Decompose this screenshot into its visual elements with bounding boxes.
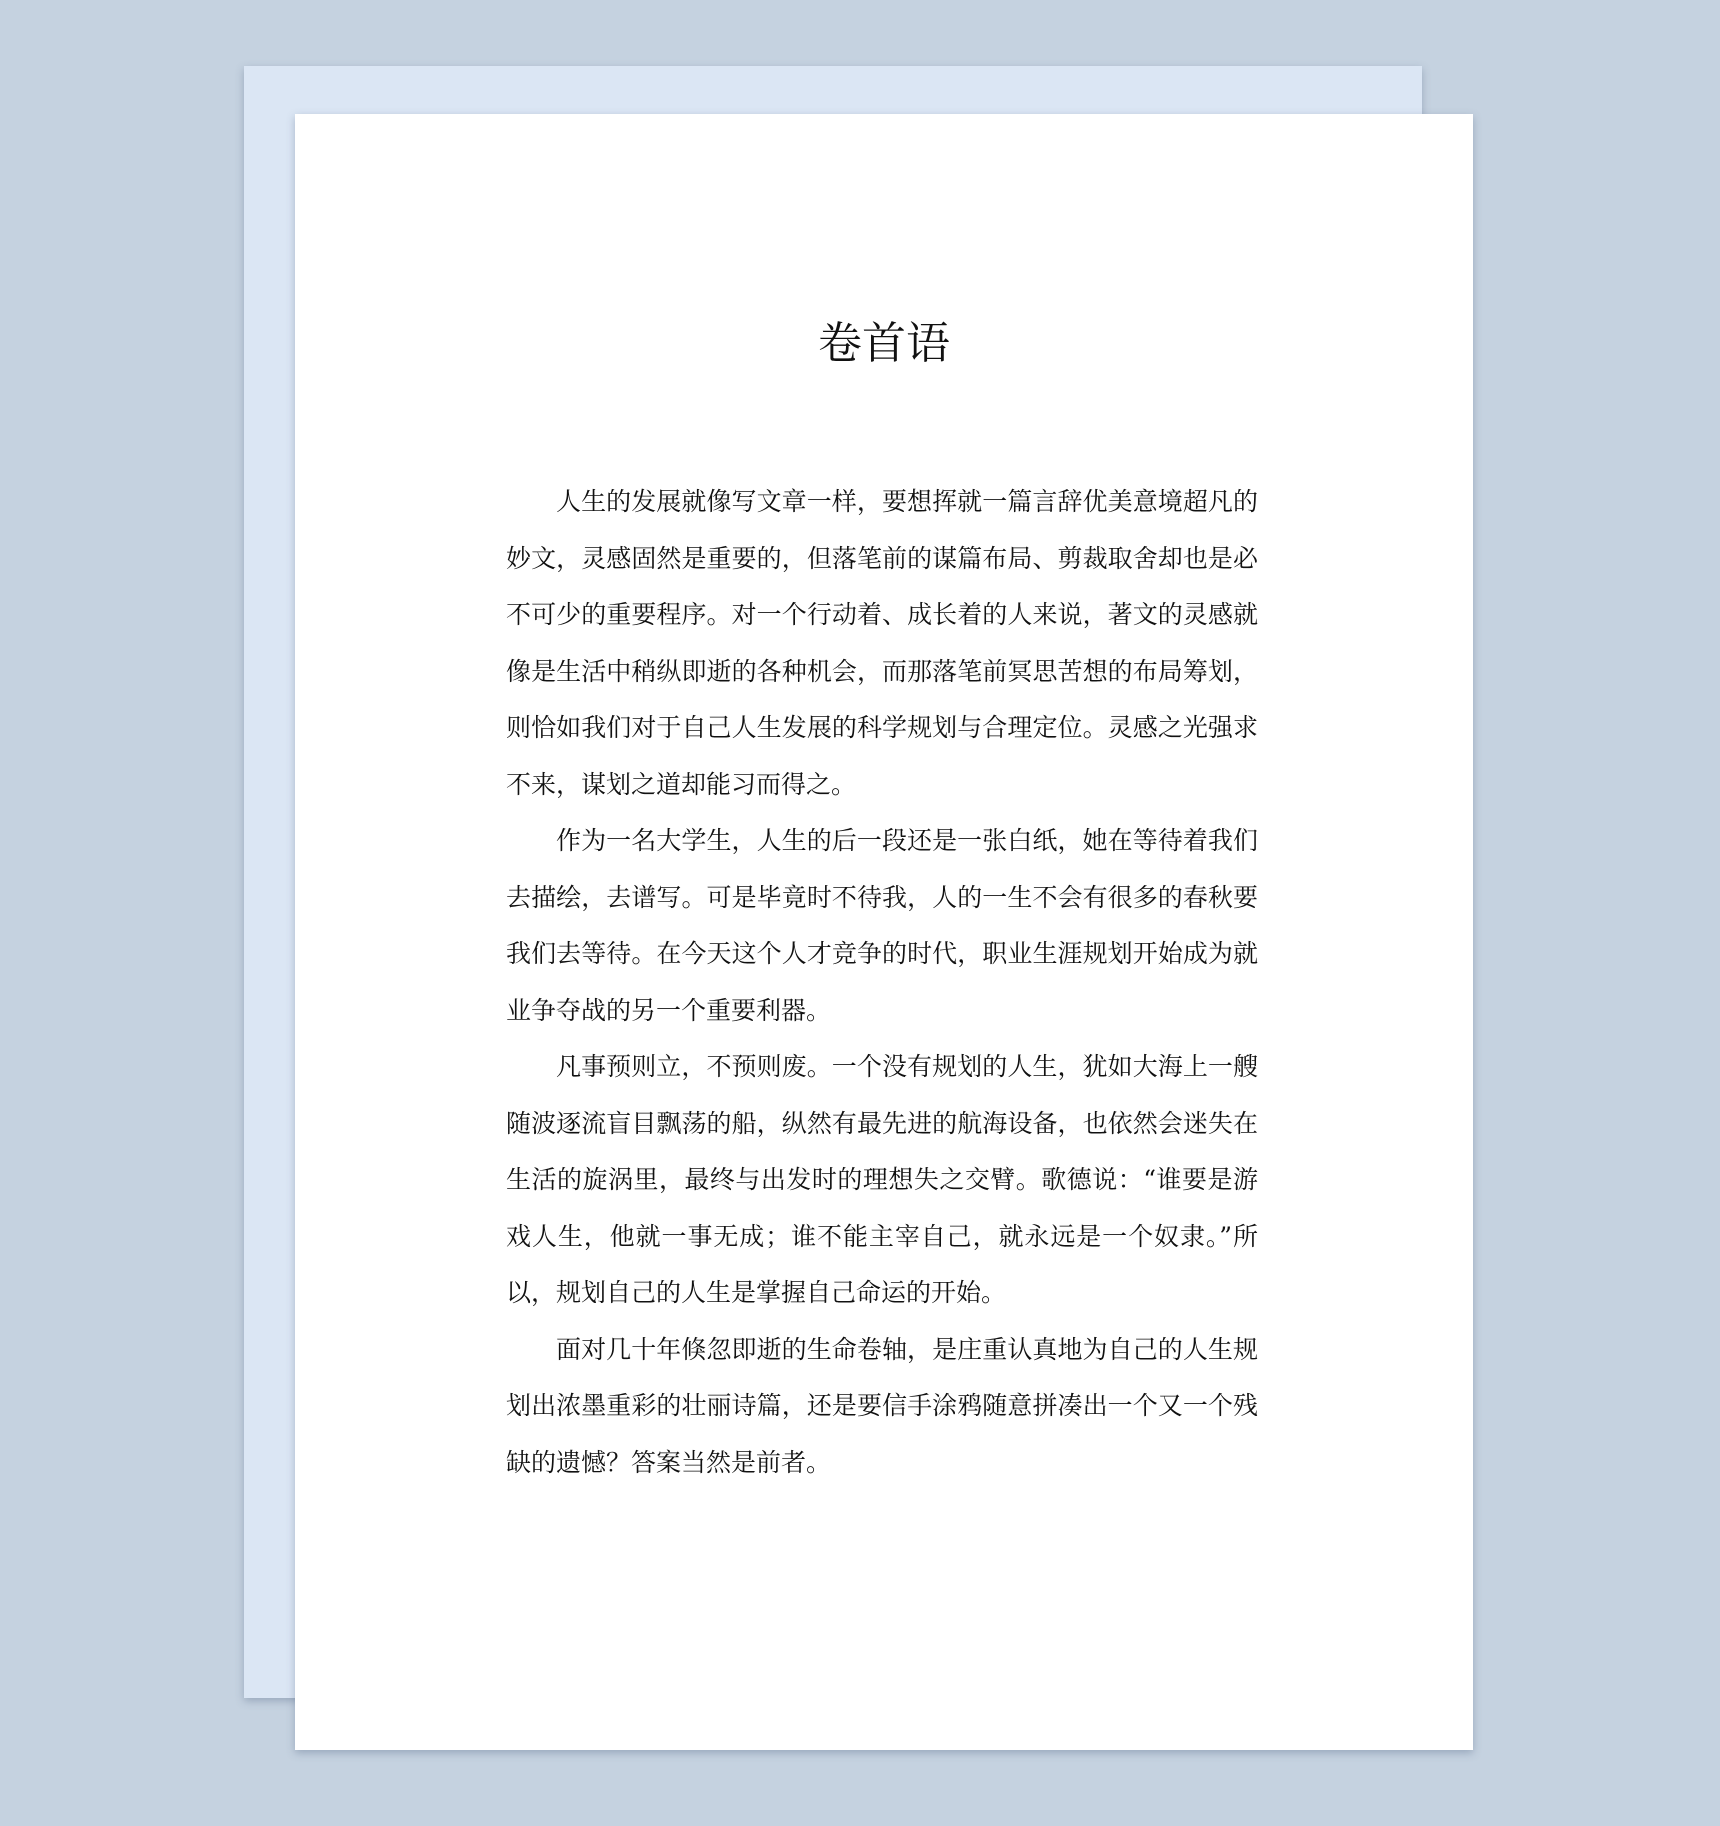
front-page-sheet xyxy=(295,114,1473,1750)
paragraph-4: 面对几十年倏忽即逝的生命卷轴，是庄重认真地为自己的人生规划出浓墨重彩的壮丽诗篇，还是要信手涂鸦随意拼凑出一个又一个残缺的遗憾？答案当然是前者。 xyxy=(506,1334,1258,1477)
document-title: 卷首语 xyxy=(818,318,950,369)
paragraph-2: 作为一名大学生，人生的后一段还是一张白纸，她在等待着我们去描绘，去谱写。可是毕竟时不待我，人的一生不会有很多的春秋要我们去等待。在今天这个人才竞争的时代，职业生涯规划开始成为就业争夺战的另一个重要利器。 xyxy=(506,826,1258,1025)
paragraph-3: 凡事预则立，不预则废。一个没有规划的人生，犹如大海上一艘随波逐流盲目飘荡的船，纵然有最先进的航海设备，也依然会迷失在生活的旋涡里，最终与出发时的理想失之交臂。歌德说：“谁要是游戏人生，他就一事无成；谁不能主宰自己，就永远是一个奴隶。”所以，规划自己的人生是掌握自己命运的开始。 xyxy=(506,1052,1258,1307)
document-body xyxy=(506,474,1258,1491)
paragraph-1: 人生的发展就像写文章一样，要想挥就一篇言辞优美意境超凡的妙文，灵感固然是重要的，但落笔前的谋篇布局、剪裁取舍却也是必不可少的重要程序。对一个行动着、成长着的人来说，著文的灵感就像是生活中稍纵即逝的各种机会，而那落笔前冥思苦想的布局筹划，则恰如我们对于自己人生发展的科学规划与合理定位。灵感之光强求不来，谋划之道却能习而得之。 xyxy=(506,487,1258,799)
